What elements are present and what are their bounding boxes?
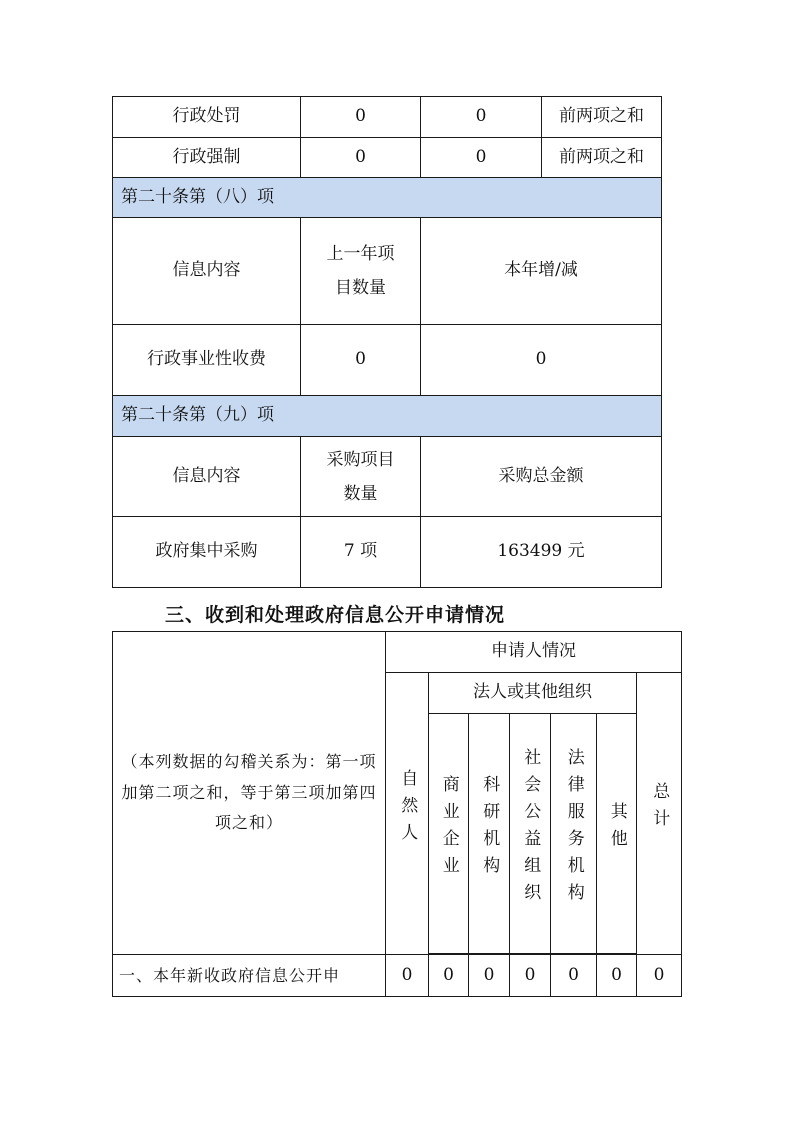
relation-note: （本列数据的勾稽关系为：第一项加第二项之和，等于第三项加第四项之和） (113, 632, 386, 955)
section-heading: 三、收到和处理政府信息公开申请情况 (165, 604, 506, 626)
cell-value: 0 (301, 138, 421, 178)
header-row (113, 632, 682, 673)
cell-value: 前两项之和 (542, 138, 662, 178)
cell-value: 0 (510, 955, 551, 997)
cell-value: 0 (301, 325, 421, 396)
cell-value: 7 项 (301, 517, 421, 588)
table-row (113, 517, 662, 588)
disclosure-table-upper (112, 96, 662, 588)
section-title: 第二十条第（八）项 (113, 178, 662, 218)
col-header-business: 商业企业 (429, 714, 469, 954)
cell-value: 0 (469, 955, 510, 997)
header-row (113, 437, 662, 517)
header-cell: 采购项目数量 (301, 437, 421, 517)
row-label: 政府集中采购 (113, 517, 301, 588)
table-row (113, 97, 662, 138)
cell-value: 0 (551, 955, 597, 997)
row-label: 行政事业性收费 (113, 325, 301, 396)
cell-value: 前两项之和 (542, 97, 662, 138)
cell-value: 0 (421, 325, 662, 396)
section-row (113, 396, 662, 437)
natural-person-header: 自然人 (386, 673, 429, 955)
cell-value: 0 (597, 955, 637, 997)
total-header: 总计 (637, 673, 682, 955)
section-title: 第二十条第（九）项 (113, 396, 662, 437)
table-row (113, 138, 662, 178)
cell-value: 0 (637, 955, 682, 997)
cell-value: 0 (421, 97, 542, 138)
col-header-research: 科研机构 (469, 714, 510, 954)
applicant-header: 申请人情况 (386, 632, 682, 673)
header-cell: 信息内容 (113, 437, 301, 517)
row-label: 一、本年新收政府信息公开申 (113, 955, 386, 997)
table-row (113, 325, 662, 396)
col-header-public-welfare: 社会公益组织 (510, 714, 551, 954)
header-cell: 上一年项目数量 (301, 218, 421, 325)
cell-value: 163499 元 (421, 517, 662, 588)
header-cell: 本年增/减 (421, 218, 662, 325)
application-stats-table (112, 631, 682, 997)
cell-value: 0 (386, 955, 429, 997)
cell-value: 0 (421, 138, 542, 178)
row-label: 行政强制 (113, 138, 301, 178)
section-row (113, 178, 662, 218)
header-cell: 信息内容 (113, 218, 301, 325)
col-header-legal-service: 法律服务机构 (551, 714, 597, 954)
cell-value: 0 (301, 97, 421, 138)
cell-value: 0 (429, 955, 469, 997)
legal-entity-header: 法人或其他组织 (429, 673, 637, 714)
header-row (113, 218, 662, 325)
col-header-other: 其他 (597, 714, 637, 954)
table-row (113, 955, 682, 997)
row-label: 行政处罚 (113, 97, 301, 138)
header-cell: 采购总金额 (421, 437, 662, 517)
